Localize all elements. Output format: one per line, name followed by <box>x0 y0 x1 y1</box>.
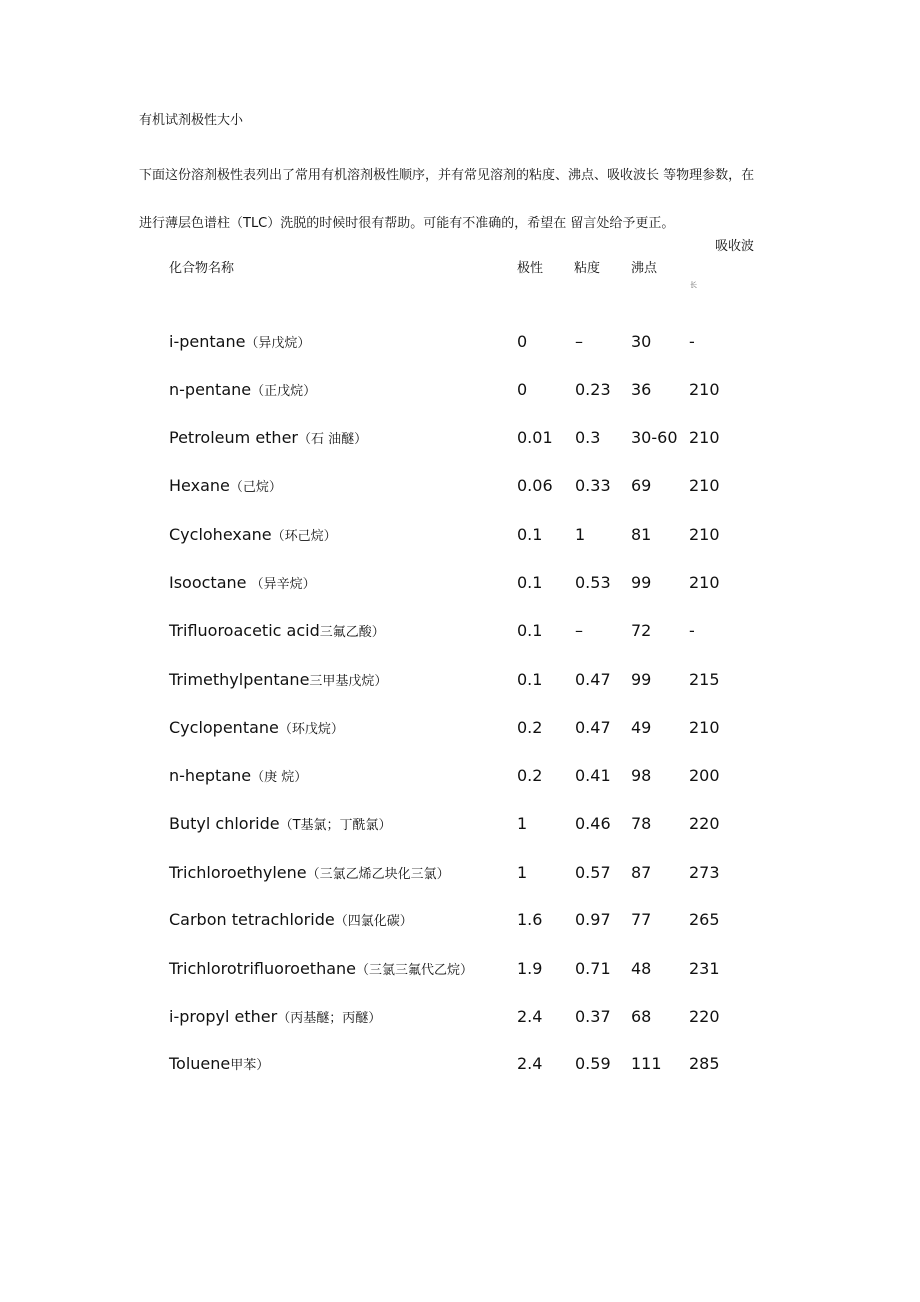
boiling-point-cell: 99 <box>631 573 652 592</box>
uv-cutoff-cell: 273 <box>689 863 720 882</box>
boiling-point-cell: 48 <box>631 959 652 978</box>
compound-name-cell <box>169 1054 269 1073</box>
viscosity-cell: – <box>575 621 583 640</box>
table-row <box>0 863 920 893</box>
polarity-cell: 0.06 <box>517 476 553 495</box>
uv-cutoff-cell: 220 <box>689 1007 720 1026</box>
viscosity-cell: 0.3 <box>575 428 601 447</box>
uv-cutoff-cell: - <box>689 621 695 640</box>
table-row <box>0 476 920 506</box>
uv-cutoff-cell: 215 <box>689 670 720 689</box>
header-boiling-point: 沸点 <box>631 261 658 276</box>
polarity-cell: 1 <box>517 863 528 882</box>
header-polarity: 极性 <box>517 261 544 276</box>
compound-name-cell <box>169 863 450 882</box>
compound-name-cell <box>169 476 282 495</box>
header-uv-cutoff-continued: 长 <box>690 281 697 289</box>
compound-chinese-name: （正戊烷） <box>251 384 317 399</box>
compound-chinese-name: （四氯化碳） <box>334 914 413 929</box>
compound-english-name: Trichloroethylene <box>169 863 307 882</box>
compound-english-name: Trichlorotrifluoroethane <box>169 959 356 978</box>
boiling-point-cell: 30 <box>631 332 652 351</box>
boiling-point-cell: 87 <box>631 863 652 882</box>
header-uv-cutoff: 吸收波 <box>715 239 755 254</box>
viscosity-cell: 0.59 <box>575 1054 611 1073</box>
polarity-cell: 0.1 <box>517 573 543 592</box>
polarity-cell: 2.4 <box>517 1007 543 1026</box>
uv-cutoff-cell: 265 <box>689 910 720 929</box>
compound-name-cell <box>169 332 310 351</box>
table-row <box>0 428 920 458</box>
polarity-cell: 0 <box>517 332 528 351</box>
intro-paragraph-line-2: 进行薄层色谱柱（TLC）洗脱的时候时很有帮助。可能有不准确的，希望在 留言处给予更正。 <box>139 216 675 231</box>
viscosity-cell: 0.97 <box>575 910 611 929</box>
viscosity-cell: 0.71 <box>575 959 611 978</box>
table-row <box>0 670 920 700</box>
compound-name-cell <box>169 670 387 689</box>
table-row <box>0 1054 920 1084</box>
viscosity-cell: 1 <box>575 525 586 544</box>
uv-cutoff-cell: 231 <box>689 959 720 978</box>
compound-chinese-name: （三氯三氟代乙烷） <box>356 963 474 978</box>
boiling-point-cell: 49 <box>631 718 652 737</box>
compound-chinese-name: （环戊烷） <box>278 722 344 737</box>
polarity-cell: 0.2 <box>517 718 543 737</box>
table-row <box>0 621 920 651</box>
table-row <box>0 959 920 989</box>
boiling-point-cell: 69 <box>631 476 652 495</box>
table-row <box>0 525 920 555</box>
compound-name-cell <box>169 1007 381 1026</box>
table-row <box>0 814 920 844</box>
compound-chinese-name: （T基氯；丁酰氯） <box>279 818 392 833</box>
compound-name-cell <box>169 814 392 833</box>
compound-english-name: Trimethylpentane <box>169 670 310 689</box>
polarity-cell: 1.9 <box>517 959 543 978</box>
compound-english-name: Hexane <box>169 476 230 495</box>
compound-chinese-name: （环己烷） <box>271 529 337 544</box>
table-row <box>0 718 920 748</box>
viscosity-cell: 0.47 <box>575 670 611 689</box>
viscosity-cell: 0.33 <box>575 476 611 495</box>
intro-paragraph-line-1: 下面这份溶剂极性表列出了常用有机溶剂极性顺序，并有常见溶剂的粘度、沸点、吸收波长 等物理参数，在 <box>139 168 755 183</box>
compound-name-cell <box>169 573 316 592</box>
compound-name-cell <box>169 766 307 785</box>
boiling-point-cell: 72 <box>631 621 652 640</box>
compound-english-name: Toluene <box>169 1054 231 1073</box>
document-title: 有机试剂极性大小 <box>139 113 244 128</box>
table-row <box>0 910 920 940</box>
compound-name-cell <box>169 428 367 447</box>
polarity-cell: 0 <box>517 380 528 399</box>
polarity-cell: 2.4 <box>517 1054 543 1073</box>
compound-english-name: Petroleum ether <box>169 428 298 447</box>
polarity-cell: 0.1 <box>517 670 543 689</box>
boiling-point-cell: 78 <box>631 814 652 833</box>
polarity-cell: 1 <box>517 814 528 833</box>
boiling-point-cell: 36 <box>631 380 652 399</box>
viscosity-cell: 0.47 <box>575 718 611 737</box>
table-row <box>0 766 920 796</box>
boiling-point-cell: 111 <box>631 1054 662 1073</box>
uv-cutoff-cell: 210 <box>689 525 720 544</box>
viscosity-cell: 0.41 <box>575 766 611 785</box>
viscosity-cell: 0.46 <box>575 814 611 833</box>
compound-english-name: Cyclohexane <box>169 525 272 544</box>
boiling-point-cell: 68 <box>631 1007 652 1026</box>
compound-chinese-name: 三氟乙酸） <box>319 625 385 640</box>
compound-name-cell <box>169 525 337 544</box>
viscosity-cell: – <box>575 332 583 351</box>
uv-cutoff-cell: 210 <box>689 476 720 495</box>
compound-english-name: n-pentane <box>169 380 252 399</box>
viscosity-cell: 0.37 <box>575 1007 611 1026</box>
uv-cutoff-cell: 285 <box>689 1054 720 1073</box>
uv-cutoff-cell: 220 <box>689 814 720 833</box>
uv-cutoff-cell: 200 <box>689 766 720 785</box>
viscosity-cell: 0.23 <box>575 380 611 399</box>
compound-name-cell <box>169 380 316 399</box>
boiling-point-cell: 77 <box>631 910 652 929</box>
table-row <box>0 573 920 603</box>
polarity-cell: 0.1 <box>517 621 543 640</box>
compound-english-name: i-propyl ether <box>169 1007 278 1026</box>
compound-english-name: n-heptane <box>169 766 252 785</box>
table-row <box>0 332 920 362</box>
uv-cutoff-cell: 210 <box>689 573 720 592</box>
compound-chinese-name: （己烷） <box>229 480 282 495</box>
header-viscosity: 粘度 <box>574 261 601 276</box>
compound-chinese-name: （石 油醚） <box>298 432 368 447</box>
table-row <box>0 1007 920 1037</box>
compound-english-name: Isooctane <box>169 573 247 592</box>
uv-cutoff-cell: 210 <box>689 718 720 737</box>
uv-cutoff-cell: - <box>689 332 695 351</box>
boiling-point-cell: 81 <box>631 525 652 544</box>
polarity-cell: 0.1 <box>517 525 543 544</box>
viscosity-cell: 0.53 <box>575 573 611 592</box>
compound-english-name: Butyl chloride <box>169 814 280 833</box>
compound-chinese-name: 三甲基戊烷） <box>309 674 388 689</box>
compound-name-cell <box>169 959 473 978</box>
compound-chinese-name: （三氯乙烯乙块化三氯） <box>306 867 450 882</box>
compound-english-name: Trifluoroacetic acid <box>169 621 320 640</box>
polarity-cell: 0.01 <box>517 428 553 447</box>
compound-chinese-name: 甲苯） <box>230 1058 270 1073</box>
header-compound-name: 化合物名称 <box>169 261 235 276</box>
compound-english-name: Cyclopentane <box>169 718 279 737</box>
compound-chinese-name: （庚 烷） <box>251 770 308 785</box>
boiling-point-cell: 98 <box>631 766 652 785</box>
boiling-point-cell: 99 <box>631 670 652 689</box>
uv-cutoff-cell: 210 <box>689 380 720 399</box>
table-row <box>0 380 920 410</box>
compound-name-cell <box>169 718 344 737</box>
compound-english-name: Carbon tetrachloride <box>169 910 335 929</box>
uv-cutoff-cell: 210 <box>689 428 720 447</box>
compound-name-cell <box>169 910 413 929</box>
compound-english-name: i-pentane <box>169 332 246 351</box>
viscosity-cell: 0.57 <box>575 863 611 882</box>
polarity-cell: 1.6 <box>517 910 543 929</box>
boiling-point-cell: 30-60 <box>631 428 678 447</box>
compound-chinese-name: （异戊烷） <box>245 336 311 351</box>
compound-name-cell <box>169 621 385 640</box>
polarity-cell: 0.2 <box>517 766 543 785</box>
compound-chinese-name: （丙基醚；丙醚） <box>277 1011 382 1026</box>
compound-chinese-name: （异辛烷） <box>246 577 316 592</box>
